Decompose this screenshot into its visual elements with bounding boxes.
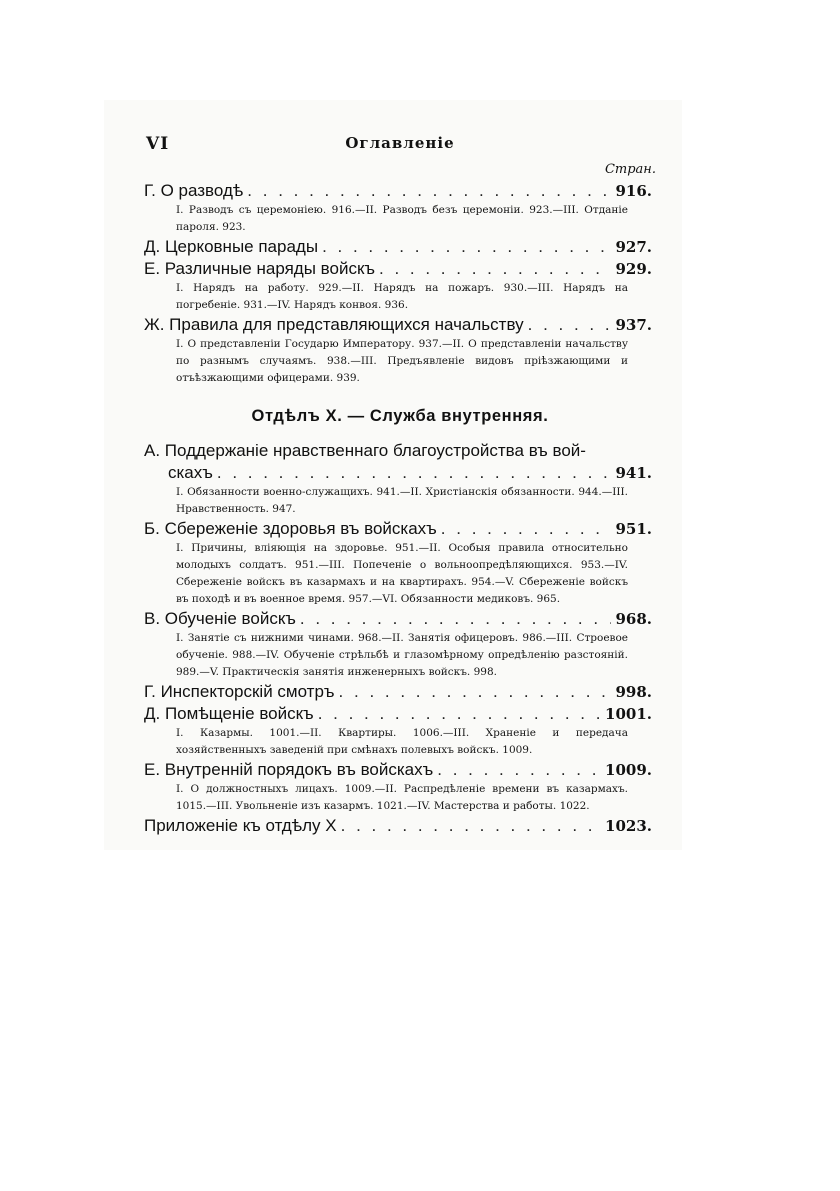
toc-entry: [144, 518, 656, 608]
toc-entry: [144, 815, 656, 837]
toc-entry-page: 1009.: [605, 761, 652, 779]
dot-leader: [339, 681, 612, 703]
toc-subentries: I. Занятіе съ нижними чинами. 968.—II. Занятія офицеровъ. 986.—III. Строевое обученіе. 988.—IV. Обученіе стрѣльбѣ и глазомѣрному опредѣленію разстояній. 989.—V. Практическія занятія инженерныхъ войскъ. 998.: [176, 632, 628, 678]
toc-subentries: I. О должностныхъ лицахъ. 1009.—II. Распредѣленіе времени въ казармахъ. 1015.—III. Увольненіе изъ казармъ. 1021.—IV. Мастерства и работы. 1022.: [176, 783, 628, 812]
toc-subentries: I. Казармы. 1001.—II. Квартиры. 1006.—III. Храненіе и передача хозяйственныхъ заведеній при смѣнахъ полевыхъ войскъ. 1009.: [176, 727, 628, 756]
dot-leader: [341, 815, 601, 837]
toc-entry-page: 929.: [615, 260, 652, 278]
toc-entry: [144, 236, 656, 258]
toc-entry-label: Е. Различные наряды войскъ: [144, 259, 376, 278]
running-title: Оглавленіе: [345, 134, 455, 152]
toc-entry-label: В. Обученіе войскъ: [144, 609, 296, 628]
toc-entry-label: Б. Сбереженіе здоровья въ войскахъ: [144, 519, 437, 538]
toc-entry: [144, 681, 656, 703]
toc-entry: [144, 608, 656, 681]
page-number: VI: [146, 134, 170, 154]
toc-entry-page: 941.: [615, 464, 652, 482]
toc-entry: [144, 759, 656, 815]
dot-leader: [437, 759, 601, 781]
toc-entry-page: 937.: [615, 316, 652, 334]
toc-subentries: I. Разводъ съ церемоніею. 916.—II. Разводъ безъ церемоніи. 923.—III. Отданіе пароля. 923.: [176, 204, 628, 233]
toc-entry: [144, 703, 656, 759]
toc-subentries: I. О представленіи Государю Императору. 937.—II. О представленіи начальству по разнымъ случаямъ. 938.—III. Предъявленіе видовъ пріѣзжающими и отъѣзжающими офицерами. 939.: [176, 338, 628, 384]
toc-entry-label: Ж. Правила для представляющихся начальству: [144, 315, 524, 334]
page-header: [144, 128, 656, 158]
toc-entry-label: Д. Церковные парады: [144, 237, 319, 256]
toc-entry-page: 951.: [615, 520, 652, 538]
dot-leader: [318, 703, 601, 725]
section-heading: Отдѣлъ X. — Служба внутренняя.: [251, 407, 549, 425]
toc-entry-page: 916.: [615, 182, 652, 200]
toc-subentries: I. Причины, вліяющія на здоровье. 951.—II. Особыя правила относительно молодыхъ солдатъ. 951.—III. Попеченіе о вольноопредѣляющихся. 953.—IV. Сбереженіе войскъ въ казармахъ и на квартирахъ. 954.—V. Сбереженіе войскъ въ походѣ и въ военное время. 957.—VI. Обязанности медиковъ. 965.: [176, 542, 628, 605]
dot-leader: [300, 608, 612, 630]
dot-leader: [247, 180, 611, 202]
toc-entry-label: Д. Помѣщеніе войскъ: [144, 704, 314, 723]
dot-leader: [217, 462, 612, 484]
toc-entry-label: Е. Внутренній порядокъ въ войскахъ: [144, 760, 434, 779]
toc-entry-page: 1001.: [605, 705, 652, 723]
toc-entry-label-line1: А. Поддержаніе нравственнаго благоустройства въ вой-: [144, 441, 586, 460]
dot-leader: [322, 236, 611, 258]
toc-entry: [144, 258, 656, 314]
toc-entry-label: Приложеніе къ отдѣлу X: [144, 816, 337, 835]
toc-entry-label-line2: скахъ: [168, 463, 213, 482]
toc-subentries: I. Нарядъ на работу. 929.—II. Нарядъ на пожаръ. 930.—III. Нарядъ на погребеніе. 931.—IV. Нарядъ конвоя. 936.: [176, 282, 628, 311]
toc-entry-label: Г. Инспекторскій смотръ: [144, 682, 335, 701]
toc-entry-page: 927.: [615, 238, 652, 256]
toc-subentries: I. Обязанности военно-служащихъ. 941.—II. Христіанскія обязанности. 944.—III. Нравственность. 947.: [176, 486, 628, 515]
dot-leader: [379, 258, 611, 280]
toc-entry: [144, 440, 656, 518]
table-of-contents-page: [144, 128, 656, 837]
toc-entry: [144, 180, 656, 236]
dot-leader: [528, 314, 612, 336]
dot-leader: [441, 518, 612, 540]
toc-entry-page: 1023.: [605, 817, 652, 835]
toc-entry-label: Г. О разводѣ: [144, 181, 244, 200]
toc-entry-page: 998.: [615, 683, 652, 701]
toc-entry: [144, 314, 656, 387]
toc-entry-page: 968.: [615, 610, 652, 628]
column-label-pages: Стран.: [604, 162, 656, 177]
